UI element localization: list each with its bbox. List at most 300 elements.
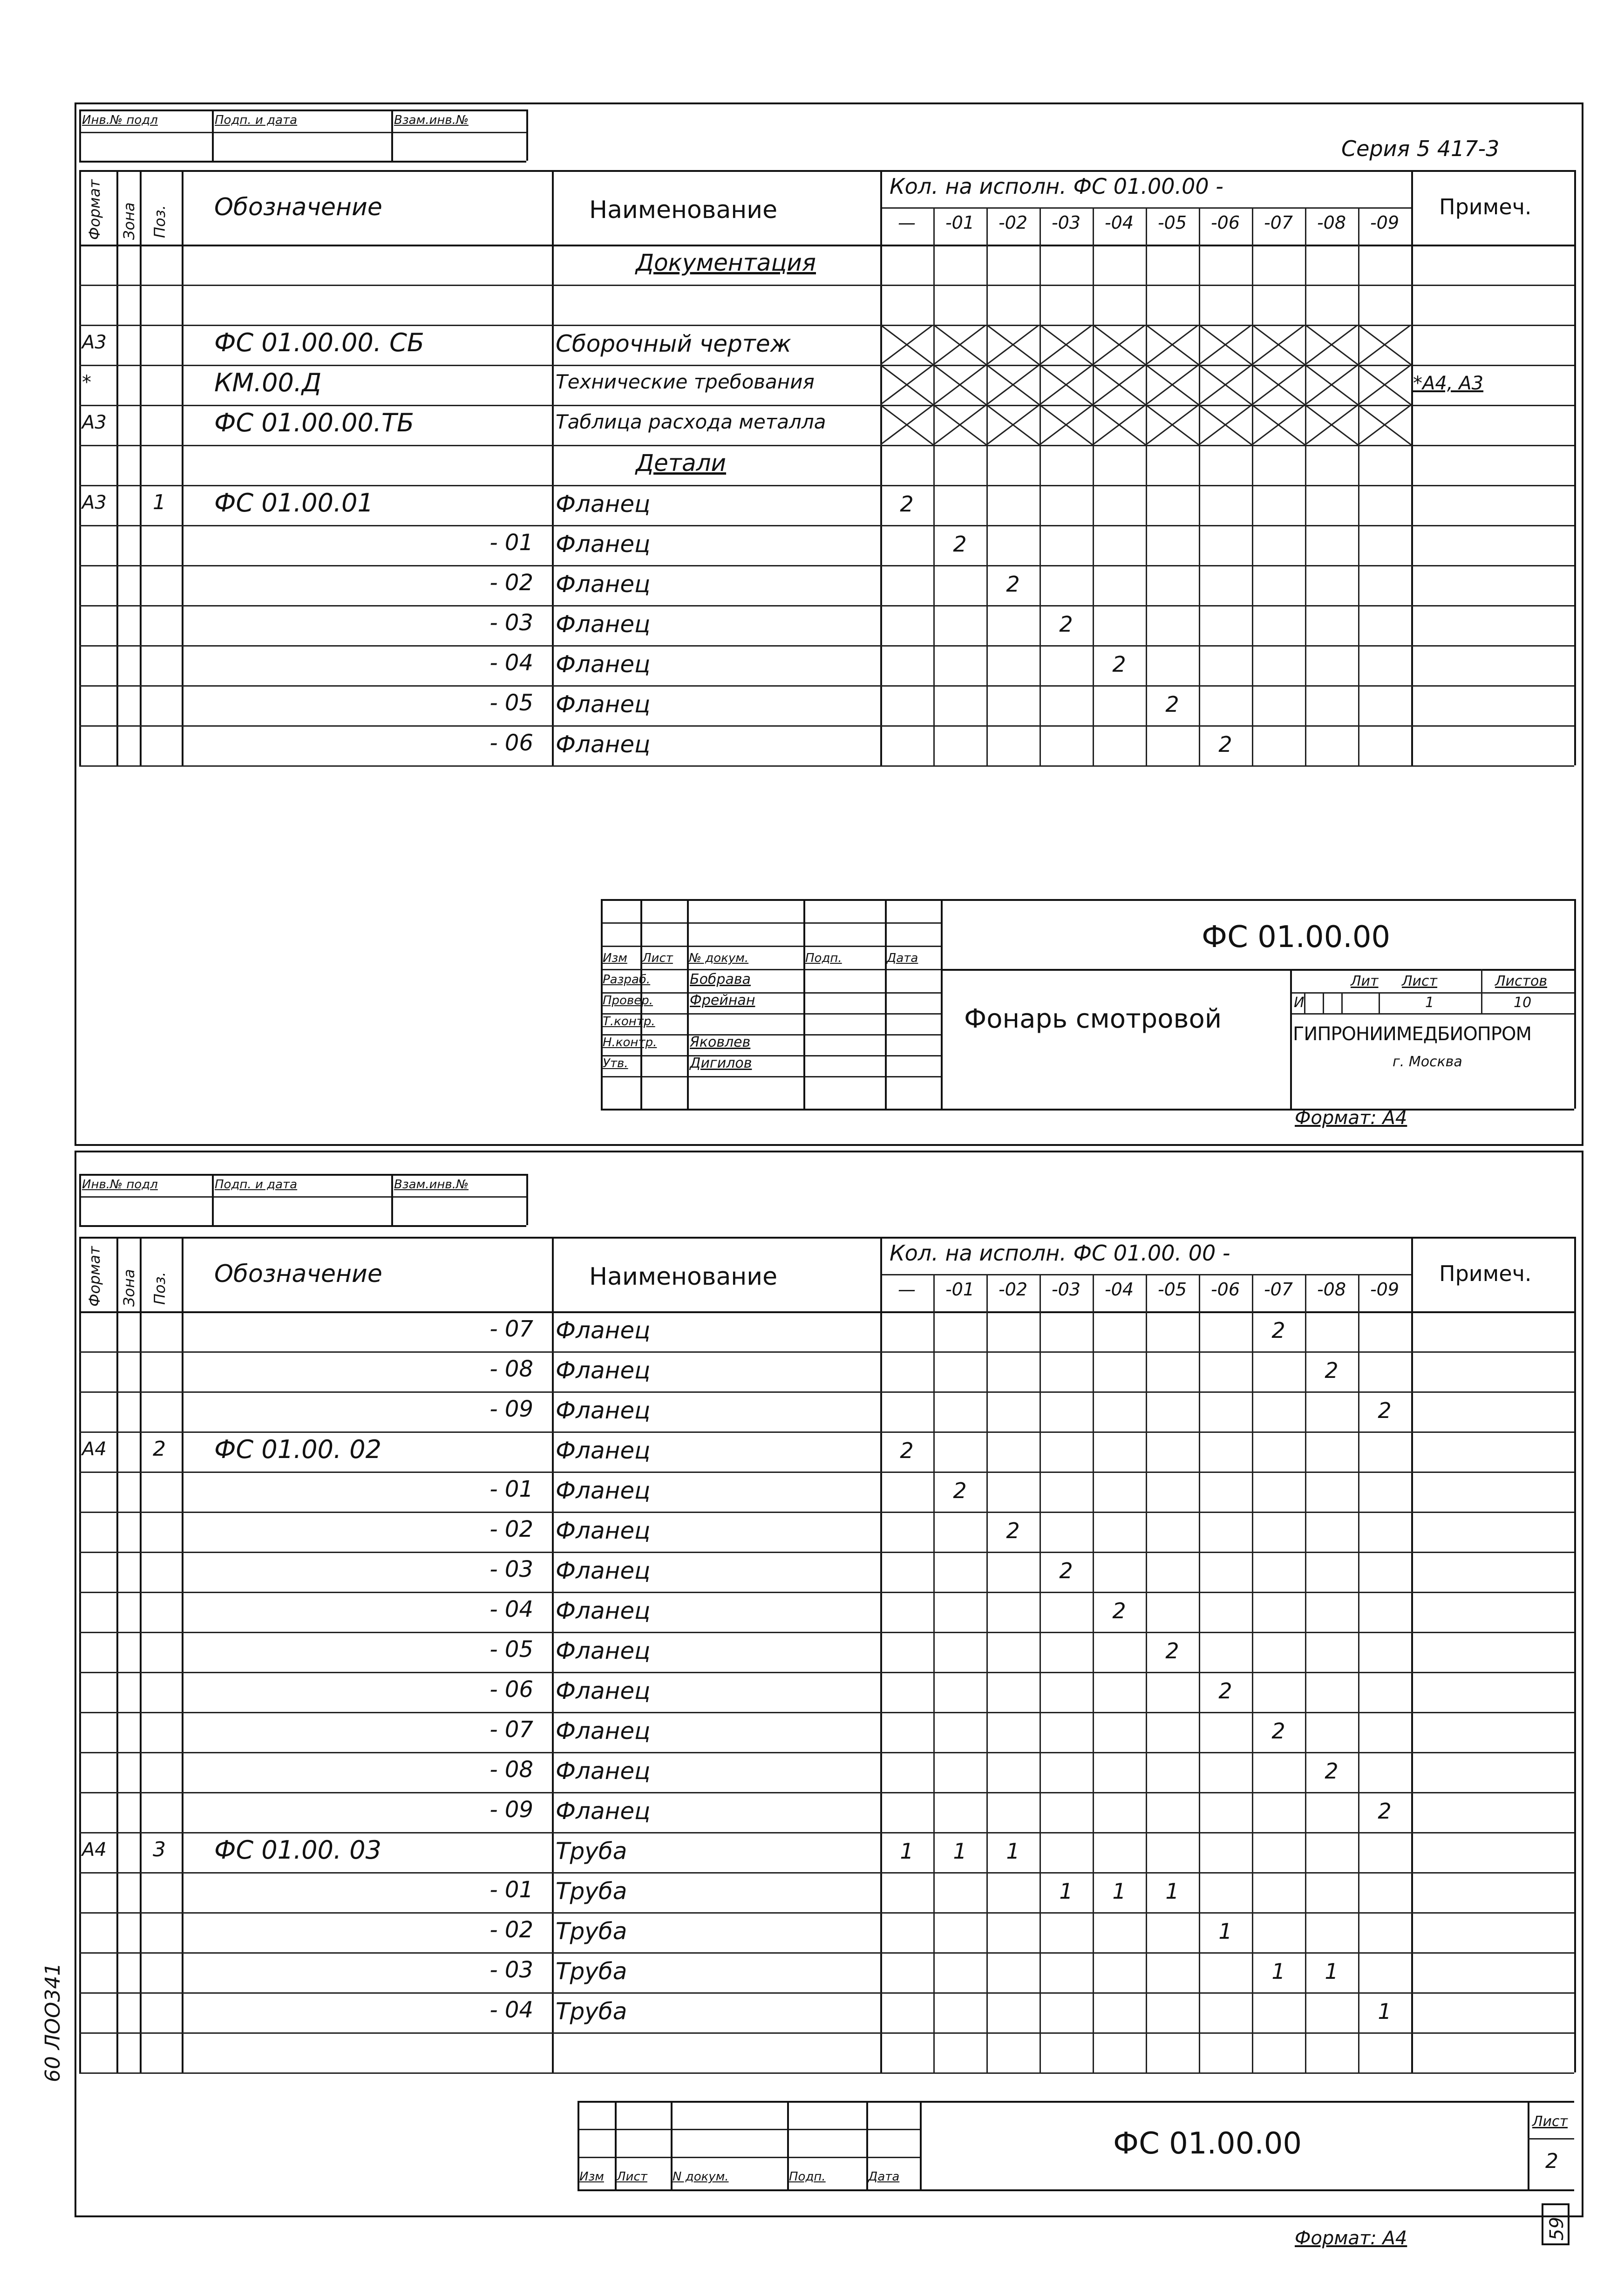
cross-mark (1093, 365, 1146, 405)
title-grid-rule (601, 922, 941, 924)
cross-mark (986, 325, 1040, 365)
cell-format: * (82, 372, 91, 393)
cell-qty: 2 (1218, 1678, 1232, 1704)
qty-column-rule (1146, 207, 1147, 765)
org-name: ГИПРОНИИМЕДБИОПРОМ (1293, 1023, 1531, 1045)
cell-name: Фланец (556, 1677, 651, 1704)
cell-name: Фланец (556, 491, 651, 518)
org-city: г. Москва (1393, 1054, 1462, 1070)
cell-designation: ФС 01.00. 03 (214, 1835, 381, 1865)
crossed-cell (933, 325, 986, 365)
title-role: Провер. (603, 994, 653, 1008)
cell-designation: - 08 (489, 1757, 533, 1783)
row-rule (79, 1472, 1574, 1473)
row-rule (79, 1792, 1574, 1793)
sheet-value: 2 (1545, 2149, 1558, 2173)
stamp-rule (391, 109, 393, 161)
header-qty-col: -03 (1051, 1279, 1081, 1300)
cell-qty: 1 (1165, 1879, 1179, 1904)
title-grid-rule (885, 899, 887, 1109)
cross-mark (1146, 405, 1199, 445)
title-sub-rule (1481, 969, 1482, 1013)
title-grid-rule (803, 899, 805, 1109)
header-qty-col: -06 (1210, 1279, 1240, 1300)
title-doc-code: ФС 01.00.00 (1202, 920, 1391, 954)
header-qty-col: — (898, 212, 916, 233)
header-name: Наименование (589, 196, 778, 224)
cell-name: Фланец (556, 1717, 651, 1744)
row-rule (79, 1431, 1574, 1433)
cell-qty: 2 (1165, 1638, 1179, 1663)
column-rule (1574, 170, 1576, 765)
title-doc-code: ФС 01.00.00 (1113, 2126, 1302, 2161)
cross-mark (1199, 365, 1252, 405)
crossed-cell (1199, 325, 1252, 365)
row-rule (79, 605, 1574, 606)
header-zone: Зона (120, 202, 138, 240)
stamp-rule (79, 109, 81, 161)
column-rule (140, 170, 142, 765)
cross-mark (1040, 365, 1093, 405)
row-rule (79, 1351, 1574, 1353)
cell-name: Фланец (556, 1517, 651, 1544)
header-qty-col: -03 (1051, 212, 1081, 233)
title-role: Утв. (603, 1056, 628, 1070)
stamp-label: Взам.инв.№ (394, 1178, 469, 1192)
section-title: Детали (636, 450, 727, 477)
row-rule (79, 1832, 1574, 1833)
qty-column-rule (1093, 207, 1094, 765)
lit-value: И (1294, 995, 1305, 1011)
series-label: Серия 5 417-3 (1341, 136, 1500, 161)
row-rule (79, 2032, 1574, 2034)
stamp-label: Взам.инв.№ (394, 113, 469, 127)
cell-designation: - 07 (489, 1717, 533, 1743)
title-head-label: Лист (642, 951, 673, 965)
header-rule (79, 1237, 1574, 1239)
cell-qty: 2 (953, 1478, 967, 1503)
header-qty-col: -04 (1104, 212, 1134, 233)
cell-format: А4 (82, 1839, 107, 1860)
title-grid-rule (578, 2157, 920, 2158)
title-sub-rule (1290, 992, 1574, 994)
header-qty-col: -04 (1104, 1279, 1134, 1300)
stamp-rule (79, 161, 526, 163)
column-rule (1574, 1237, 1576, 2072)
title-rule (601, 1109, 1574, 1111)
stamp-label: Инв.№ подл (82, 1178, 158, 1192)
cross-mark (986, 365, 1040, 405)
crossed-cell (1199, 405, 1252, 445)
row-rule (79, 445, 1574, 446)
cell-qty: 2 (1378, 1799, 1392, 1824)
header-qty-col: -06 (1210, 212, 1240, 233)
cell-qty: 2 (1006, 1518, 1020, 1543)
header-qty-col: -07 (1264, 212, 1293, 233)
cross-mark (1358, 365, 1411, 405)
cross-mark (880, 365, 933, 405)
title-grid-rule (687, 899, 689, 1109)
crossed-cell (933, 405, 986, 445)
cell-designation: - 05 (489, 690, 533, 716)
cell-designation: - 02 (489, 1516, 533, 1542)
header-format: Формат (86, 179, 103, 240)
sheet-label: Лист (1532, 2113, 1568, 2130)
crossed-cell (1146, 405, 1199, 445)
title-head-label: N докум. (673, 2170, 729, 2184)
cell-qty: 2 (953, 532, 967, 557)
cell-name: Фланец (556, 1437, 651, 1464)
title-head-label: № докум. (689, 951, 749, 965)
cell-qty: 1 (953, 1839, 967, 1864)
crossed-cell (880, 405, 933, 445)
stamp-label: Инв.№ подл (82, 113, 158, 127)
cell-qty: 1 (1059, 1879, 1073, 1904)
cell-qty: 1 (1271, 1959, 1285, 1984)
crossed-cell (1040, 365, 1093, 405)
title-sub-rule (1290, 1013, 1574, 1015)
cross-mark (1358, 405, 1411, 445)
row-rule (79, 285, 1574, 286)
header-designation: Обозначение (214, 193, 382, 221)
cell-name: Фланец (556, 571, 651, 598)
cell-designation: - 09 (489, 1396, 533, 1422)
cell-designation: ФС 01.00.00.ТБ (214, 408, 414, 437)
cell-qty: 2 (1325, 1358, 1339, 1383)
cell-designation: ФС 01.00.00. СБ (214, 328, 424, 357)
title-sub-rule (1323, 992, 1324, 1013)
crossed-cell (986, 325, 1040, 365)
cell-format: А4 (82, 1438, 107, 1460)
title-doc-name: Фонарь смотровой (964, 1004, 1222, 1034)
stamp-rule (526, 109, 528, 161)
header-note: Примеч. (1439, 194, 1532, 219)
cell-qty: 2 (1006, 572, 1020, 597)
row-rule (79, 1592, 1574, 1593)
cell-designation: - 06 (489, 730, 533, 756)
cell-name: Фланец (556, 1477, 651, 1504)
cell-qty: 2 (1218, 732, 1232, 757)
cross-mark (1199, 325, 1252, 365)
header-pos: Поз. (151, 205, 169, 238)
title-grid-rule (941, 899, 943, 1109)
qty-column-rule (1199, 207, 1200, 765)
cell-name: Фланец (556, 1798, 651, 1825)
cross-mark (1146, 365, 1199, 405)
cross-mark (933, 405, 986, 445)
cell-designation: ФС 01.00.01 (214, 488, 374, 518)
cross-mark (1146, 325, 1199, 365)
cell-designation: - 01 (489, 1476, 533, 1502)
title-person: Дигилов (690, 1055, 752, 1071)
qty-column-rule (1358, 207, 1359, 765)
crossed-cell (1093, 405, 1146, 445)
cell-note: *А4, А3 (1413, 373, 1484, 394)
title-person: Яковлев (690, 1034, 751, 1050)
header-name: Наименование (589, 1263, 778, 1291)
cell-name: Труба (556, 1998, 627, 2025)
title-role: Разраб. (603, 973, 651, 987)
header-zone: Зона (120, 1269, 138, 1307)
stamp-rule (391, 1174, 393, 1225)
header-qty-col: -08 (1317, 1279, 1346, 1300)
cross-mark (1305, 325, 1358, 365)
header-qty-col: -05 (1157, 1279, 1187, 1300)
column-rule (880, 1237, 882, 2072)
title-head-label: Изм (603, 951, 627, 965)
title-grid-rule (578, 2129, 920, 2130)
stamp-rule (79, 1174, 81, 1225)
cross-mark (933, 325, 986, 365)
stamp-rule (212, 109, 214, 161)
cell-name: Труба (556, 1918, 627, 1945)
header-qty-col: -02 (998, 212, 1028, 233)
qty-column-rule (933, 207, 935, 765)
cell-qty: 2 (1271, 1718, 1285, 1744)
stamp-rule (212, 1174, 214, 1225)
cell-name: Фланец (556, 531, 651, 558)
title-head-label: Подп. (789, 2170, 826, 2184)
cell-name: Фланец (556, 1357, 651, 1384)
cell-designation: - 03 (489, 1957, 533, 1983)
column-rule (1411, 170, 1413, 765)
cell-qty: 2 (1059, 612, 1073, 637)
cell-qty: 2 (900, 491, 914, 517)
column-rule (116, 1237, 118, 2072)
cell-designation: - 01 (489, 530, 533, 556)
title-head-label: Лист (617, 2170, 647, 2184)
cell-qty: 2 (1165, 692, 1179, 717)
side-stamp: 60 ЛОО341 (41, 1963, 65, 2082)
stamp-rule (79, 109, 526, 111)
cross-mark (1252, 365, 1305, 405)
header-qty-title: Кол. на исполн. ФС 01.00.00 - (890, 174, 1223, 199)
header-pos: Поз. (151, 1272, 169, 1305)
cell-designation: - 04 (489, 1997, 533, 2023)
title-grid-rule (601, 1076, 941, 1077)
cell-name: Фланец (556, 651, 651, 678)
cross-mark (1199, 405, 1252, 445)
cross-mark (933, 365, 986, 405)
cross-mark (1305, 365, 1358, 405)
cell-qty: 2 (1325, 1758, 1339, 1784)
crossed-cell (1252, 405, 1305, 445)
column-rule (79, 1237, 81, 2072)
crossed-cell (1358, 325, 1411, 365)
title-grid-rule (1528, 2101, 1529, 2189)
header-format: Формат (86, 1246, 103, 1307)
stamp-rule (79, 1225, 526, 1227)
column-rule (880, 170, 882, 765)
cell-designation: - 05 (489, 1636, 533, 1663)
crossed-cell (1199, 365, 1252, 405)
header-qty-col: -08 (1317, 212, 1346, 233)
cross-mark (1040, 325, 1093, 365)
cell-pos: 1 (153, 491, 166, 514)
title-rule (1574, 899, 1576, 1109)
cross-mark (880, 405, 933, 445)
crossed-cell (1305, 365, 1358, 405)
row-rule (79, 1872, 1574, 1874)
cell-name: Сборочный чертеж (556, 330, 791, 357)
title-head-label: Дата (868, 2170, 900, 2184)
header-qty-col: — (898, 1279, 916, 1300)
column-rule (552, 170, 554, 765)
cell-name: Технические требования (556, 370, 815, 393)
qty-column-rule (1305, 207, 1306, 765)
sheets-value: 10 (1514, 995, 1532, 1011)
cell-name: Фланец (556, 1397, 651, 1424)
header-qty-col: -09 (1370, 212, 1400, 233)
row-rule (79, 485, 1574, 486)
header-qty-col: -01 (945, 212, 975, 233)
row-rule (79, 1752, 1574, 1753)
stamp-label: Подп. и дата (215, 113, 298, 127)
qty-column-rule (1252, 207, 1253, 765)
header-rule (79, 1311, 1574, 1313)
title-role: Т.контр. (603, 1015, 655, 1029)
cell-designation: - 02 (489, 570, 533, 596)
header-note: Примеч. (1439, 1261, 1532, 1286)
qty-column-rule (1040, 207, 1041, 765)
title-person: Бобрава (690, 971, 751, 988)
sheet-value: 1 (1425, 995, 1434, 1011)
cell-designation: КМ.00.Д (214, 368, 322, 397)
cell-name: Фланец (556, 691, 651, 718)
crossed-cell (1358, 405, 1411, 445)
header-designation: Обозначение (214, 1260, 382, 1288)
cell-designation: - 04 (489, 650, 533, 676)
sheet-1-format-label: Формат: А4 (1295, 1107, 1407, 1129)
cell-pos: 2 (153, 1437, 166, 1461)
cross-mark (1358, 325, 1411, 365)
cell-qty: 1 (900, 1839, 914, 1864)
column-rule (552, 1237, 554, 2072)
title-role: Н.контр. (603, 1036, 657, 1049)
column-rule (1411, 1237, 1413, 2072)
crossed-cell (1093, 325, 1146, 365)
cross-mark (1040, 405, 1093, 445)
cell-qty: 2 (1271, 1318, 1285, 1343)
column-rule (182, 170, 183, 765)
cell-qty: 1 (1218, 1919, 1232, 1944)
header-rule (79, 170, 1574, 172)
crossed-cell (1146, 325, 1199, 365)
row-rule (79, 685, 1574, 687)
cell-name: Фланец (556, 1317, 651, 1344)
crossed-cell (1093, 365, 1146, 405)
section-title: Документация (636, 249, 816, 276)
cell-qty: 1 (1112, 1879, 1126, 1904)
sheet-2-format-label: Формат: А4 (1295, 2228, 1407, 2249)
title-rule (601, 899, 1574, 901)
cell-qty: 2 (1059, 1558, 1073, 1583)
cell-pos: 3 (153, 1838, 166, 1861)
crossed-cell (1146, 365, 1199, 405)
sheet-label: Лист (1402, 973, 1438, 989)
stamp-label: Подп. и дата (215, 1178, 298, 1192)
cross-mark (1305, 405, 1358, 445)
stamp-rule (79, 1196, 526, 1198)
cell-qty: 2 (900, 1438, 914, 1463)
cell-name: Фланец (556, 1637, 651, 1664)
title-grid-rule (1528, 2138, 1574, 2140)
cell-format: А3 (82, 412, 107, 433)
cell-format: А3 (82, 492, 107, 513)
cell-qty: 2 (1112, 652, 1126, 677)
cell-qty: 2 (1378, 1398, 1392, 1423)
lit-label: Лит (1351, 973, 1379, 989)
title-sub-rule (1290, 969, 1292, 1109)
header-qty-col: -01 (945, 1279, 975, 1300)
cross-mark (1252, 325, 1305, 365)
cell-designation: - 07 (489, 1316, 533, 1342)
crossed-cell (1305, 325, 1358, 365)
cell-qty: 1 (1006, 1839, 1020, 1864)
cell-designation: - 04 (489, 1596, 533, 1622)
title-grid-rule (920, 2101, 922, 2189)
row-rule (79, 1512, 1574, 1513)
header-qty-col: -09 (1370, 1279, 1400, 1300)
crossed-cell (880, 365, 933, 405)
cell-qty: 1 (1378, 1999, 1392, 2024)
cross-mark (880, 325, 933, 365)
header-rule (79, 245, 1574, 246)
cell-qty: 2 (1112, 1598, 1126, 1623)
title-rule (578, 2101, 1574, 2103)
row-rule (79, 1712, 1574, 1713)
sheets-label: Листов (1495, 973, 1548, 989)
cell-designation: ФС 01.00. 02 (214, 1435, 381, 1464)
header-qty-title: Кол. на исполн. ФС 01.00. 00 - (890, 1240, 1230, 1266)
crossed-cell (986, 405, 1040, 445)
cross-mark (1093, 405, 1146, 445)
title-grid-rule (601, 1055, 941, 1056)
cell-designation: - 02 (489, 1917, 533, 1943)
cell-designation: - 01 (489, 1877, 533, 1903)
stamp-rule (526, 1174, 528, 1225)
title-head-label: Изм (579, 2170, 604, 2184)
cell-format: А3 (82, 332, 107, 353)
column-rule (140, 1237, 142, 2072)
title-grid-rule (601, 946, 941, 947)
cell-name: Таблица расхода металла (556, 410, 826, 433)
row-rule (79, 565, 1574, 566)
title-head-label: Подп. (805, 951, 842, 965)
header-qty-col: -07 (1264, 1279, 1293, 1300)
crossed-cell (933, 365, 986, 405)
crossed-cell (1358, 365, 1411, 405)
row-rule (79, 765, 1574, 767)
cell-name: Труба (556, 1958, 627, 1985)
row-rule (79, 725, 1574, 727)
row-rule (79, 1632, 1574, 1633)
qty-column-rule (986, 207, 988, 765)
title-person: Фрейнан (690, 992, 755, 1009)
cell-name: Фланец (556, 611, 651, 638)
row-rule (79, 1992, 1574, 1994)
cell-designation: - 08 (489, 1356, 533, 1382)
row-rule (79, 1552, 1574, 1553)
cell-designation: - 06 (489, 1676, 533, 1703)
page-number: 59 (1546, 2217, 1568, 2241)
crossed-cell (1040, 325, 1093, 365)
title-rule (941, 969, 1574, 971)
row-rule (79, 1672, 1574, 1673)
cell-name: Труба (556, 1878, 627, 1905)
stamp-rule (79, 1174, 526, 1176)
cell-designation: - 09 (489, 1797, 533, 1823)
